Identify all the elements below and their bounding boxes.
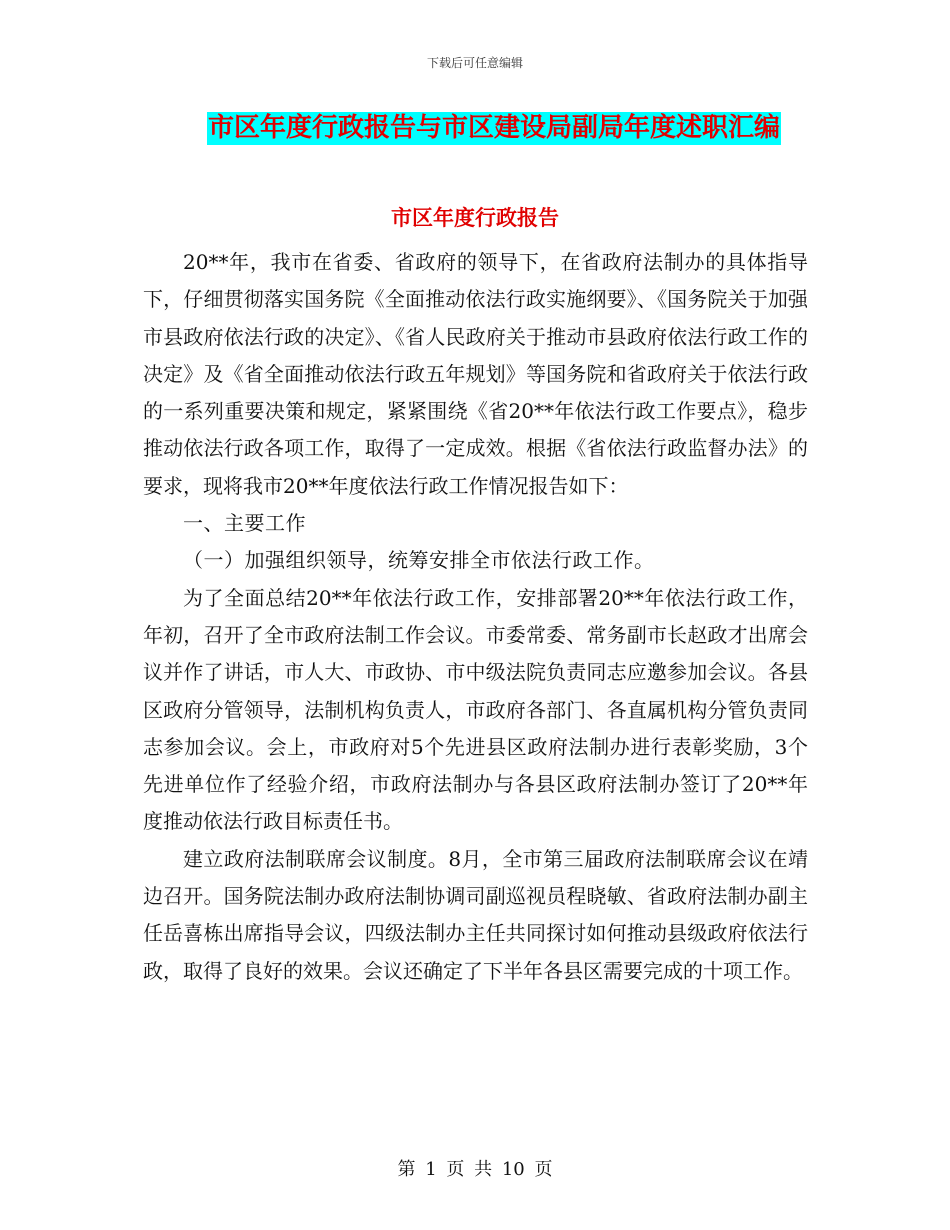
page-footer-indicator: 第 1 页 共 10 页 [397, 1159, 553, 1180]
section-title: 市区年度行政报告 [391, 206, 559, 230]
paragraph-joint-meeting: 建立政府法制联席会议制度。8月，全市第三届政府法制联席会议在靖边召开。国务院法制办政府法制协调司副巡视员程晓敏、省政府法制办副主任岳喜栋出席指导会议，四级法制办主任共同探讨如何推动县级政府依法行政，取得了良好的效果。会议还确定了下半年各县区需要完成的十项工作。 [143, 846, 808, 983]
heading-main-work: 一、主要工作 [183, 511, 306, 536]
subheading-organization: （一）加强组织领导，统筹安排全市依法行政工作。 [183, 548, 655, 573]
document-title: 市区年度行政报告与市区建设局副局年度述职汇编 [208, 113, 781, 143]
paragraph-intro: 20**年，我市在省委、省政府的领导下，在省政府法制办的具体指导下，仔细贯彻落实国务院《全面推动依法行政实施纲要》、《国务院关于加强市县政府依法行政的决定》、《省人民政府关于推动市县政府依法行政工作的决定》及《省全面推动依法行政五年规划》等国务院和省政府关于依法行政的一系列重要决策和规定，紧紧围绕《省20**年依法行政工作要点》，稳步推动依法行政各项工作，取得了一定成效。根据《省依法行政监督办法》的要求，现将我市20**年度依法行政工作情况报告如下： [143, 250, 808, 498]
paragraph-annual-meeting: 为了全面总结20**年依法行政工作，安排部署20**年依法行政工作，年初，召开了全市政府法制工作会议。市委常委、常务副市长赵政才出席会议并作了讲话，市人大、市政协、市中级法院负责同志应邀参加会议。各县区政府分管领导，法制机构负责人，市政府各部门、各直属机构分管负责同志参加会议。会上，市政府对5个先进县区政府法制办进行表彰奖励，3个先进单位作了经验介绍，市政府法制办与各县区政府法制办签订了20**年度推动依法行政目标责任书。 [143, 585, 808, 834]
page-header-note: 下载后可任意编辑 [426, 56, 523, 70]
document-body [143, 244, 808, 990]
